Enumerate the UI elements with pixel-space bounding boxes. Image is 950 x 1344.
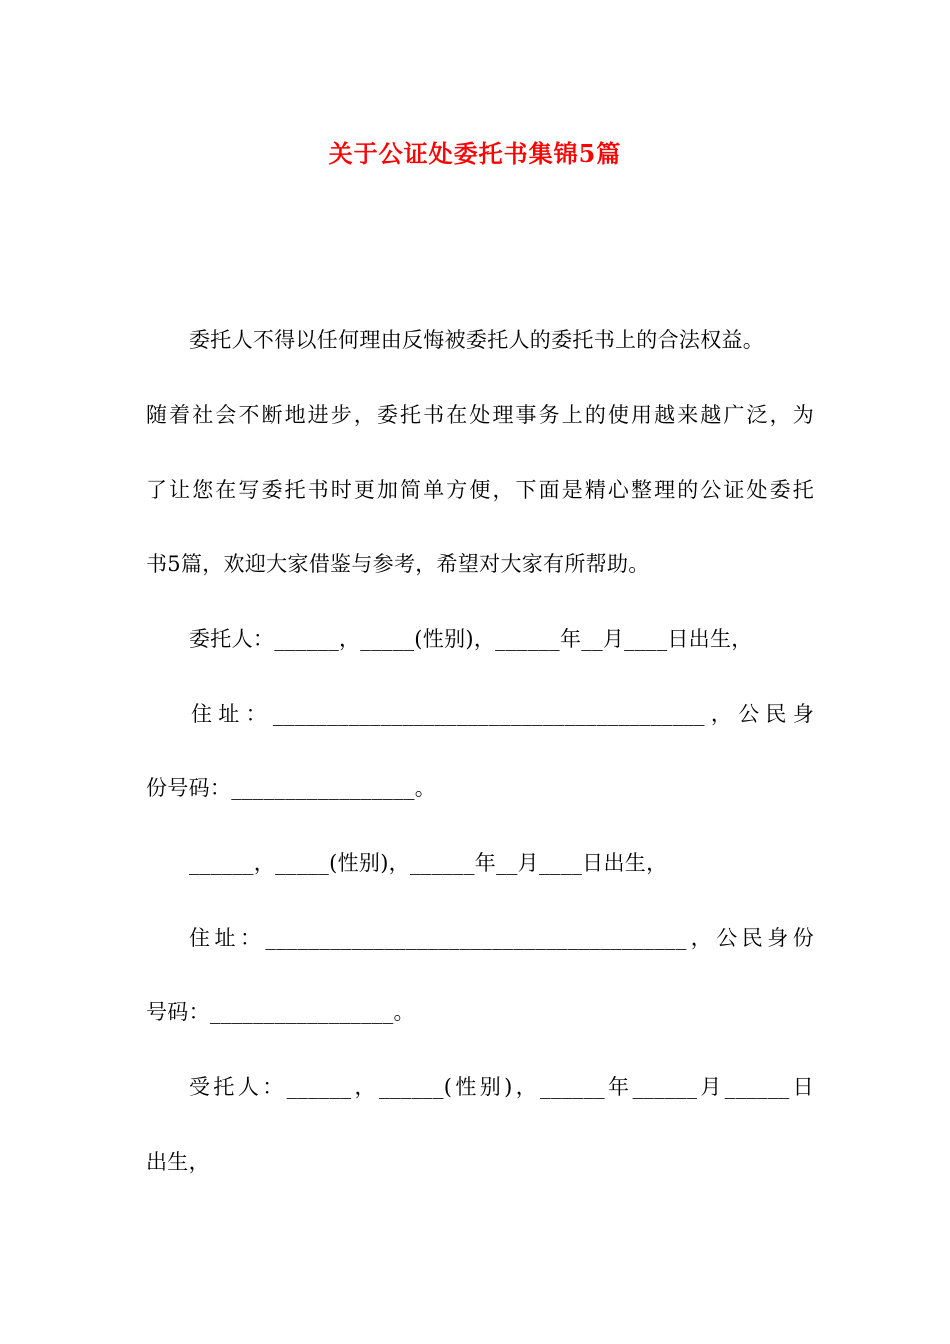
principal2-id-line: 号码：_________________。 (146, 1000, 415, 1024)
document-title: 关于公证处委托书集锦5篇 (328, 139, 622, 168)
agent-info-line-continued: 出生， (146, 1150, 210, 1174)
principal2-address-line: 住址：_______________________________________，公民身份 (189, 926, 814, 950)
agent-info-line: 受托人：______，______(性别)，______年______月______日 (189, 1075, 814, 1099)
intro-line-3: 了让您在写委托书时更加简单方便，下面是精心整理的公证处委托 (146, 478, 814, 502)
intro-line-1: 委托人不得以任何理由反悔被委托人的委托书上的合法权益。 (189, 328, 765, 352)
intro-line-2: 随着社会不断地进步，委托书在处理事务上的使用越来越广泛，为 (146, 403, 814, 427)
principal1-address-line: 住址：________________________________________，公民身 (191, 702, 814, 726)
intro-line-4: 书5篇，欢迎大家借鉴与参考，希望对大家有所帮助。 (146, 552, 650, 576)
principal1-id-line: 份号码：_________________。 (146, 776, 437, 800)
principal1-info-line: 委托人：______，_____(性别)，______年__月____日出生， (189, 627, 753, 651)
principal2-info-line: ______，_____(性别)，______年__月____日出生， (189, 851, 668, 875)
